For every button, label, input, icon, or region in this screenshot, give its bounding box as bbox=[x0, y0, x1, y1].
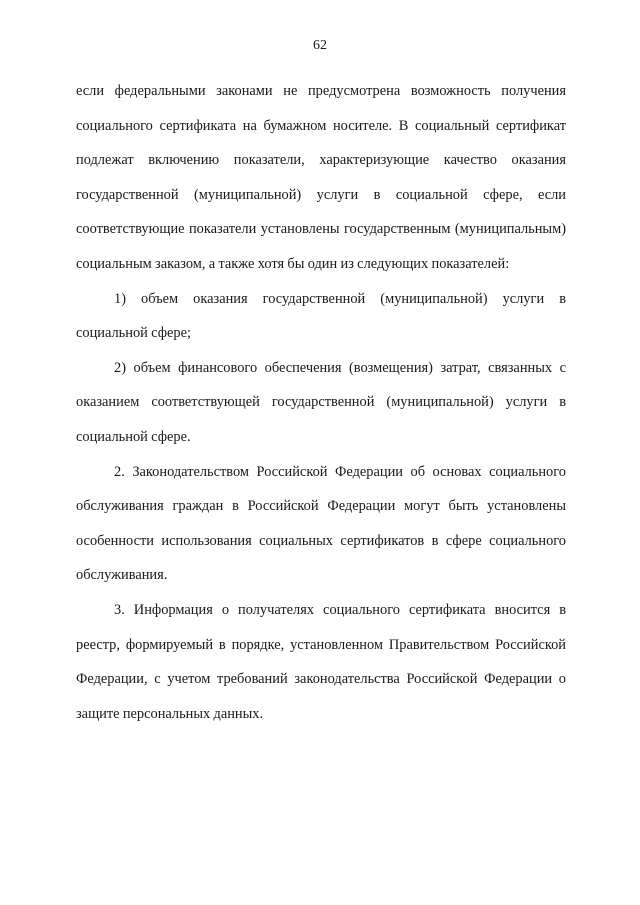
paragraph-continuation: если федеральными законами не предусмотрена возможность получения социального сертификата на бумажном носителе. В социальный сертификат подлежат включению показатели, характеризующие качество оказания государственной (муниципальной) услуги в социальной сфере, если соответствующие показатели установлены государственным (муниципальным) социальным заказом, а также хотя бы один из следующих показателей: bbox=[76, 83, 566, 272]
page-number: 62 bbox=[313, 38, 327, 53]
paragraph-item-1: 1) объем оказания государственной (муниципальной) услуги в социальной сфере; bbox=[76, 290, 566, 342]
paragraph-item-2: 2) объем финансового обеспечения (возмещения) затрат, связанных с оказанием соответствующей государственной (муниципальной) услуги в социальной сфере. bbox=[76, 359, 566, 445]
document-body bbox=[76, 74, 566, 731]
paragraph-clause-3: 3. Информация о получателях социального сертификата вносится в реестр, формируемый в порядке, установленном Правительством Российской Федерации, с учетом требований законодательства Российской Федерации о защите персональных данных. bbox=[76, 601, 566, 722]
paragraph-clause-2: 2. Законодательством Российской Федерации об основах социального обслуживания граждан в Российской Федерации могут быть установлены особенности использования социальных сертификатов в сфере социального обслуживания. bbox=[76, 463, 566, 584]
